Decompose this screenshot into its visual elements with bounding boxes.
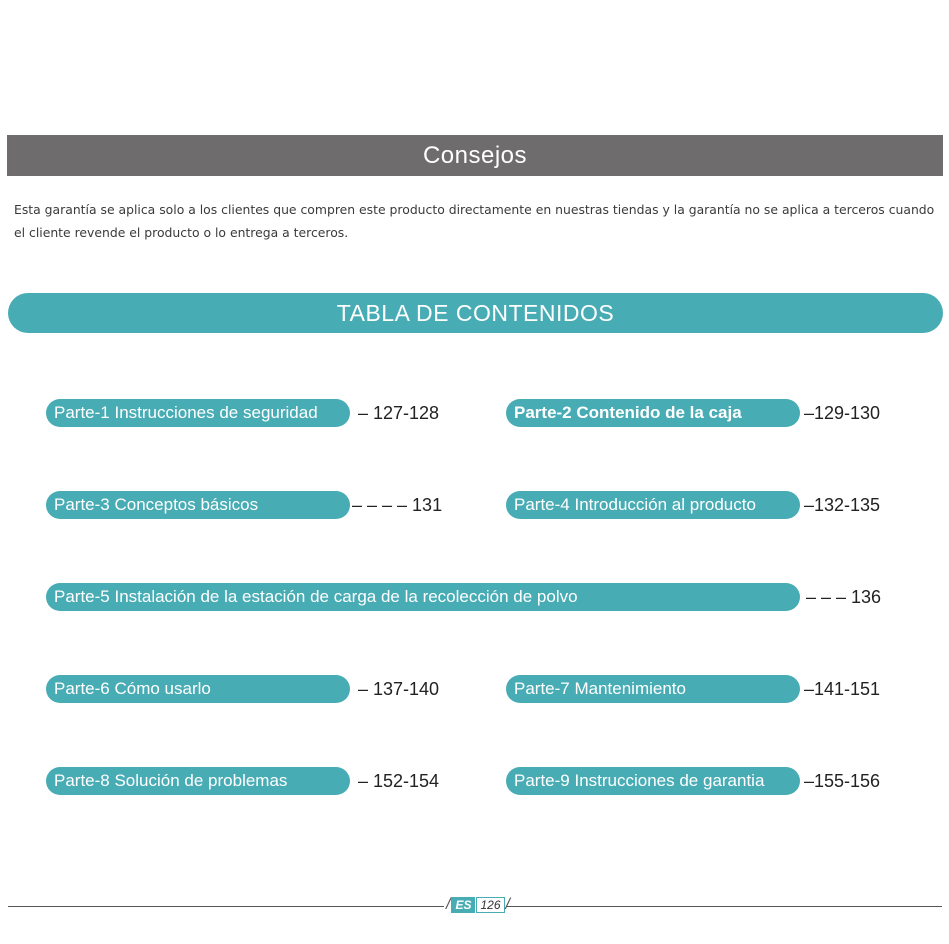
consejos-header: [7, 135, 943, 176]
toc-entry-pages-4: –132-135: [804, 494, 881, 515]
toc-entry-pages-6: – 137-140: [358, 678, 440, 699]
toc-entry-part-4[interactable]: [506, 491, 800, 519]
page-number: 126: [476, 897, 504, 913]
slash-icon: /: [505, 896, 510, 913]
toc-entry-pages-2: –129-130: [804, 402, 881, 423]
toc-entry-label: Parte-4 Introducción al producto: [514, 495, 756, 514]
toc-entry-pages-9: –155-156: [804, 770, 881, 791]
toc-entry-part-1[interactable]: [46, 399, 350, 427]
toc-entry-part-3[interactable]: [46, 491, 350, 519]
toc-header: [8, 293, 943, 333]
toc-entry-part-2[interactable]: [506, 399, 800, 427]
toc-entry-pages-5: – – – 136: [806, 586, 882, 607]
toc-entry-label: Parte-3 Conceptos básicos: [54, 495, 259, 514]
toc-entry-label: Parte-2 Contenido de la caja: [514, 403, 742, 422]
toc-entry-label: Parte-1 Instrucciones de seguridad: [54, 403, 318, 422]
toc-entry-part-9[interactable]: [506, 767, 800, 795]
toc-entry-pages-1: – 127-128: [358, 402, 440, 423]
slash-icon: /: [446, 896, 451, 913]
toc-entry-part-7[interactable]: [506, 675, 800, 703]
toc-title: TABLA DE CONTENIDOS: [336, 299, 615, 326]
consejos-title: Consejos: [422, 141, 528, 169]
toc-entry-part-5[interactable]: [46, 583, 800, 611]
toc-entry-part-8[interactable]: [46, 767, 350, 795]
toc-entry-part-6[interactable]: [46, 675, 350, 703]
page-number-badge: [446, 896, 510, 914]
toc-entry-label: Parte-5 Instalación de la estación de carga de la recolección de polvo: [54, 587, 578, 606]
language-badge: ES: [451, 897, 475, 913]
intro-paragraph: Esta garantía se aplica solo a los clientes que compren este producto directamente en nuestras tiendas y la garantía no se aplica a terceros cuando el cliente revende el producto o lo entrega a terceros.: [14, 202, 935, 240]
toc-entry-label: Parte-7 Mantenimiento: [514, 679, 686, 698]
toc-entry-label: Parte-9 Instrucciones de garantia: [514, 771, 765, 790]
toc-entry-label: Parte-6 Cómo usarlo: [54, 679, 211, 698]
footer-rule-left: [8, 906, 444, 907]
toc-entry-pages-8: – 152-154: [358, 770, 440, 791]
toc-entry-label: Parte-8 Solución de problemas: [54, 771, 288, 790]
toc-entry-pages-7: –141-151: [804, 678, 881, 699]
toc-entry-pages-3: – – – – 131: [352, 494, 443, 515]
footer-rule-right: [506, 906, 942, 907]
